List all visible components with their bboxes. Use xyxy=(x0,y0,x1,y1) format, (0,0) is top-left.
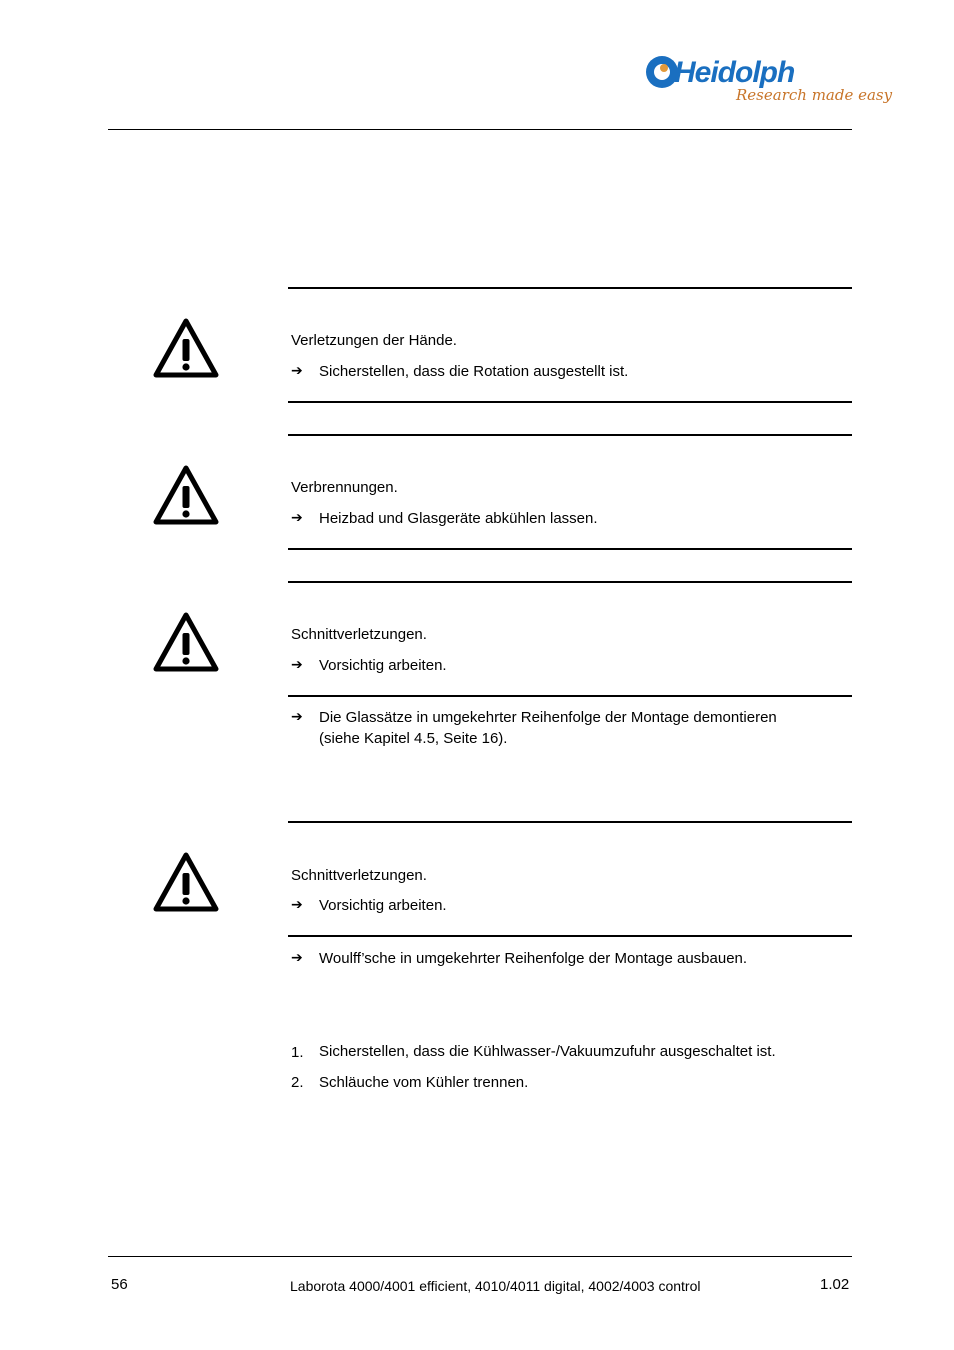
warning-hazard-text: Verbrennungen. xyxy=(291,479,398,496)
warning-rule-bottom xyxy=(288,935,852,937)
warning-action-text: Sicherstellen, dass die Rotation ausgestellt ist. xyxy=(319,363,629,380)
warning-triangle-icon xyxy=(152,317,220,379)
warning-hazard-text: Verletzungen der Hände. xyxy=(291,332,457,349)
footer-rule xyxy=(108,1256,852,1257)
warning-action-text: Vorsichtig arbeiten. xyxy=(319,657,447,674)
arrow-right-icon: ➔ xyxy=(291,363,303,379)
warning-rule-bottom xyxy=(288,401,852,403)
warning-rule-bottom xyxy=(288,695,852,697)
instruction-woulff: Woulff’sche in umgekehrter Reihenfolge der Montage ausbauen. xyxy=(319,950,748,967)
warning-triangle-icon xyxy=(152,464,220,526)
arrow-right-icon: ➔ xyxy=(291,657,303,673)
warning-triangle-icon xyxy=(152,851,220,913)
header-rule xyxy=(108,129,852,130)
footer-version: 1.02 xyxy=(820,1276,850,1293)
warning-rule-top xyxy=(288,287,852,289)
warning-action-text: Vorsichtig arbeiten. xyxy=(319,897,447,914)
warning-action-text: Heizbad und Glasgeräte abkühlen lassen. xyxy=(319,510,598,527)
step-number: 2. xyxy=(291,1074,304,1091)
step-number: 1. xyxy=(291,1044,304,1061)
warning-hazard-text: Schnittverletzungen. xyxy=(291,626,427,643)
arrow-right-icon: ➔ xyxy=(291,510,303,526)
heidolph-logo xyxy=(644,50,893,112)
arrow-right-icon: ➔ xyxy=(291,897,303,913)
warning-hazard-text: Schnittverletzungen. xyxy=(291,867,427,884)
logo-wordmark: Heidolph xyxy=(674,56,795,89)
warning-triangle-icon xyxy=(152,611,220,673)
step-text: Schläuche vom Kühler trennen. xyxy=(319,1074,529,1091)
instruction-glass-line1: Die Glassätze in umgekehrter Reihenfolge der Montage demontieren xyxy=(319,709,777,726)
warning-rule-top xyxy=(288,581,852,583)
footer-product: Laborota 4000/4001 efficient, 4010/4011 digital, 4002/4003 control xyxy=(290,1278,701,1294)
arrow-right-icon: ➔ xyxy=(291,950,303,966)
page-number: 56 xyxy=(111,1276,128,1293)
step-text: Sicherstellen, dass die Kühlwasser-/Vakuumzufuhr ausgeschaltet ist. xyxy=(319,1043,776,1060)
warning-rule-top xyxy=(288,821,852,823)
logo-tagline: Research made easy xyxy=(736,86,893,104)
warning-rule-bottom xyxy=(288,548,852,550)
arrow-right-icon: ➔ xyxy=(291,709,303,725)
warning-rule-top xyxy=(288,434,852,436)
instruction-glass-line2: (siehe Kapitel 4.5, Seite 16). xyxy=(319,730,508,747)
